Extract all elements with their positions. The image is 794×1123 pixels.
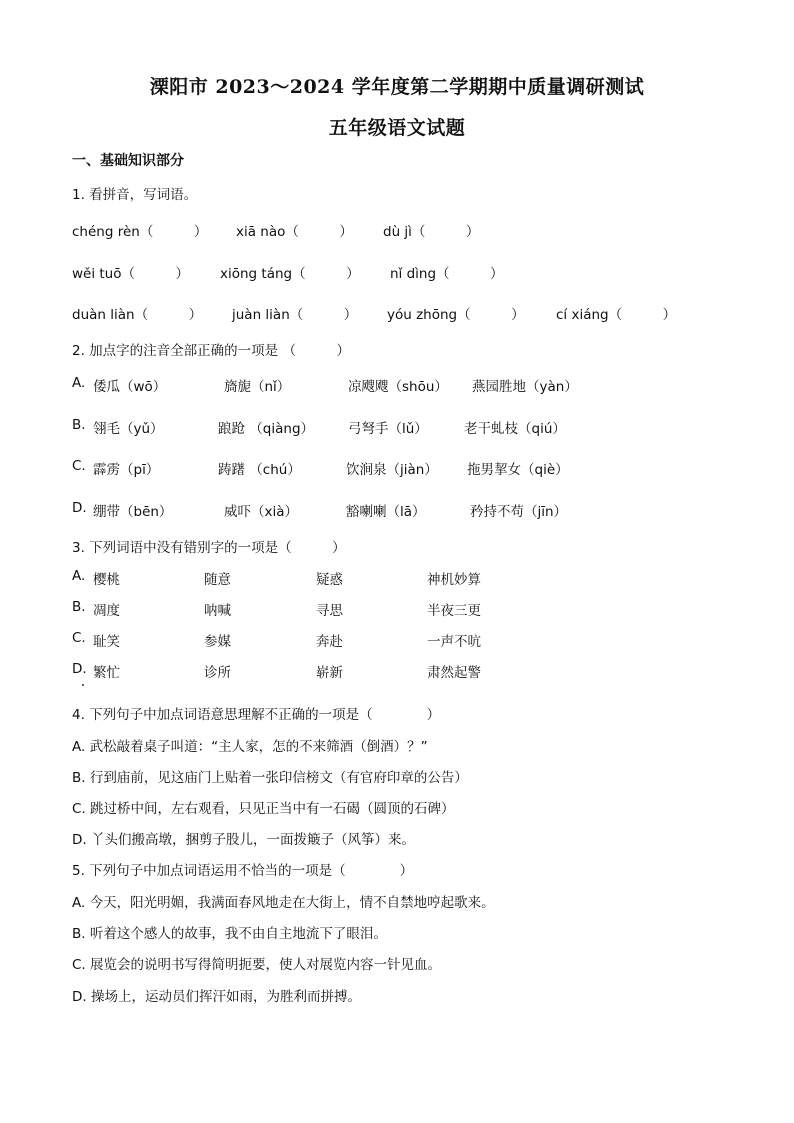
pinyin-blank: duàn liàn（ ） <box>72 307 203 323</box>
question-1-stem: 1. 看拼音，写词语。 <box>72 187 198 203</box>
option-item: 燕园胜地（yàn） <box>472 379 578 395</box>
pinyin-blank: nǐ dìng（ ） <box>390 266 504 282</box>
pinyin-blank: chéng rèn（ ） <box>72 224 208 240</box>
option-item: 凋度 <box>93 603 120 619</box>
option-item: 耻笑 <box>93 634 120 650</box>
option-label: D. <box>72 500 87 516</box>
option-item: 弓弩手（lǔ） <box>348 421 428 437</box>
exam-title: 溧阳市 2023～2024 学年度第二学期期中质量调研测试 <box>149 76 645 98</box>
option-item: 霹雳（pī） <box>93 462 160 478</box>
option-item: 随意 <box>204 572 231 588</box>
pinyin-blank: yóu zhōng（ ） <box>387 307 525 323</box>
pinyin-blank: wěi tuō（ ） <box>72 266 189 282</box>
option-d: D. 操场上，运动员们挥汗如雨，为胜利而拼搏。 <box>72 989 361 1005</box>
option-item: 寻思 <box>316 603 343 619</box>
option-item: 饮涧泉（jiàn） <box>346 462 438 478</box>
pinyin-blank: dù jì（ ） <box>383 224 480 240</box>
option-a: A. 今天，阳光明媚，我满面春风地走在大街上，情不自禁地哼起歌来。 <box>72 895 495 911</box>
option-item: 呐喊 <box>204 603 231 619</box>
option-item: 旖旎（nǐ） <box>224 379 291 395</box>
question-5-stem: 5. 下列句子中加点词语运用不恰当的一项是（ ） <box>72 863 414 879</box>
question-4-stem: 4. 下列句子中加点词语意思理解不正确的一项是（ ） <box>72 707 441 723</box>
option-label: C. <box>72 630 86 646</box>
option-item: 踉跄 （qiàng） <box>218 421 315 437</box>
option-item: 绷带（bēn） <box>93 504 173 520</box>
section-heading: 一、基础知识部分 <box>72 153 184 169</box>
option-label: A. <box>72 375 86 391</box>
option-item: 疑惑 <box>316 572 343 588</box>
option-item: 威吓（xià） <box>224 504 299 520</box>
option-item: 樱桃 <box>93 572 120 588</box>
exam-subtitle: 五年级语文试题 <box>328 117 466 139</box>
option-label: B. <box>72 417 86 433</box>
option-item: 参媒 <box>204 634 231 650</box>
option-item: 神机妙算 <box>427 572 481 588</box>
option-item: 凉飕飕（shōu） <box>348 379 448 395</box>
option-c: C. 跳过桥中间，左右观看，只见正当中有一石碣（圆顶的石碑） <box>72 801 455 817</box>
stray-dot <box>82 684 84 686</box>
option-label: C. <box>72 458 86 474</box>
option-item: 崭新 <box>316 665 343 681</box>
pinyin-blank: juàn liàn（ ） <box>232 307 358 323</box>
option-item: 拖男挈女（qiè） <box>467 462 569 478</box>
option-label: A. <box>72 568 86 584</box>
option-a: A. 武松敲着桌子叫道：“主人家，怎的不来筛酒（倒酒）？” <box>72 739 428 755</box>
pinyin-blank: xiā nào（ ） <box>236 224 353 240</box>
option-item: 肃然起警 <box>427 665 481 681</box>
option-item: 倭瓜（wō） <box>93 379 167 395</box>
option-label: D. <box>72 661 87 677</box>
option-item: 奔赴 <box>316 634 343 650</box>
option-item: 踌躇 （chú） <box>218 462 301 478</box>
option-item: 繁忙 <box>93 665 120 681</box>
option-label: B. <box>72 599 86 615</box>
pinyin-blank: cí xiáng（ ） <box>556 307 677 323</box>
option-item: 矜持不苟（jīn） <box>470 504 568 520</box>
option-item: 半夜三更 <box>427 603 481 619</box>
option-item: 翎毛（yǔ） <box>93 421 164 437</box>
question-3-stem: 3. 下列词语中没有错别字的一项是（ ） <box>72 540 346 556</box>
option-item: 诊所 <box>204 665 231 681</box>
question-2-stem: 2. 加点字的注音全部正确的一项是 （ ） <box>72 343 350 359</box>
option-b: B. 听着这个感人的故事，我不由自主地流下了眼泪。 <box>72 926 387 942</box>
option-b: B. 行到庙前，见这庙门上贴着一张印信榜文（有官府印章的公告） <box>72 770 468 786</box>
option-c: C. 展览会的说明书写得简明扼要，使人对展览内容一针见血。 <box>72 957 442 973</box>
pinyin-blank: xiōng táng（ ） <box>220 266 360 282</box>
option-item: 豁喇喇（lā） <box>346 504 426 520</box>
option-d: D. 丫头们搬高墩，捆剪子股儿，一面拨簸子（风筝）来。 <box>72 832 415 848</box>
option-item: 一声不吭 <box>427 634 481 650</box>
option-item: 老干虬枝（qiú） <box>464 421 566 437</box>
